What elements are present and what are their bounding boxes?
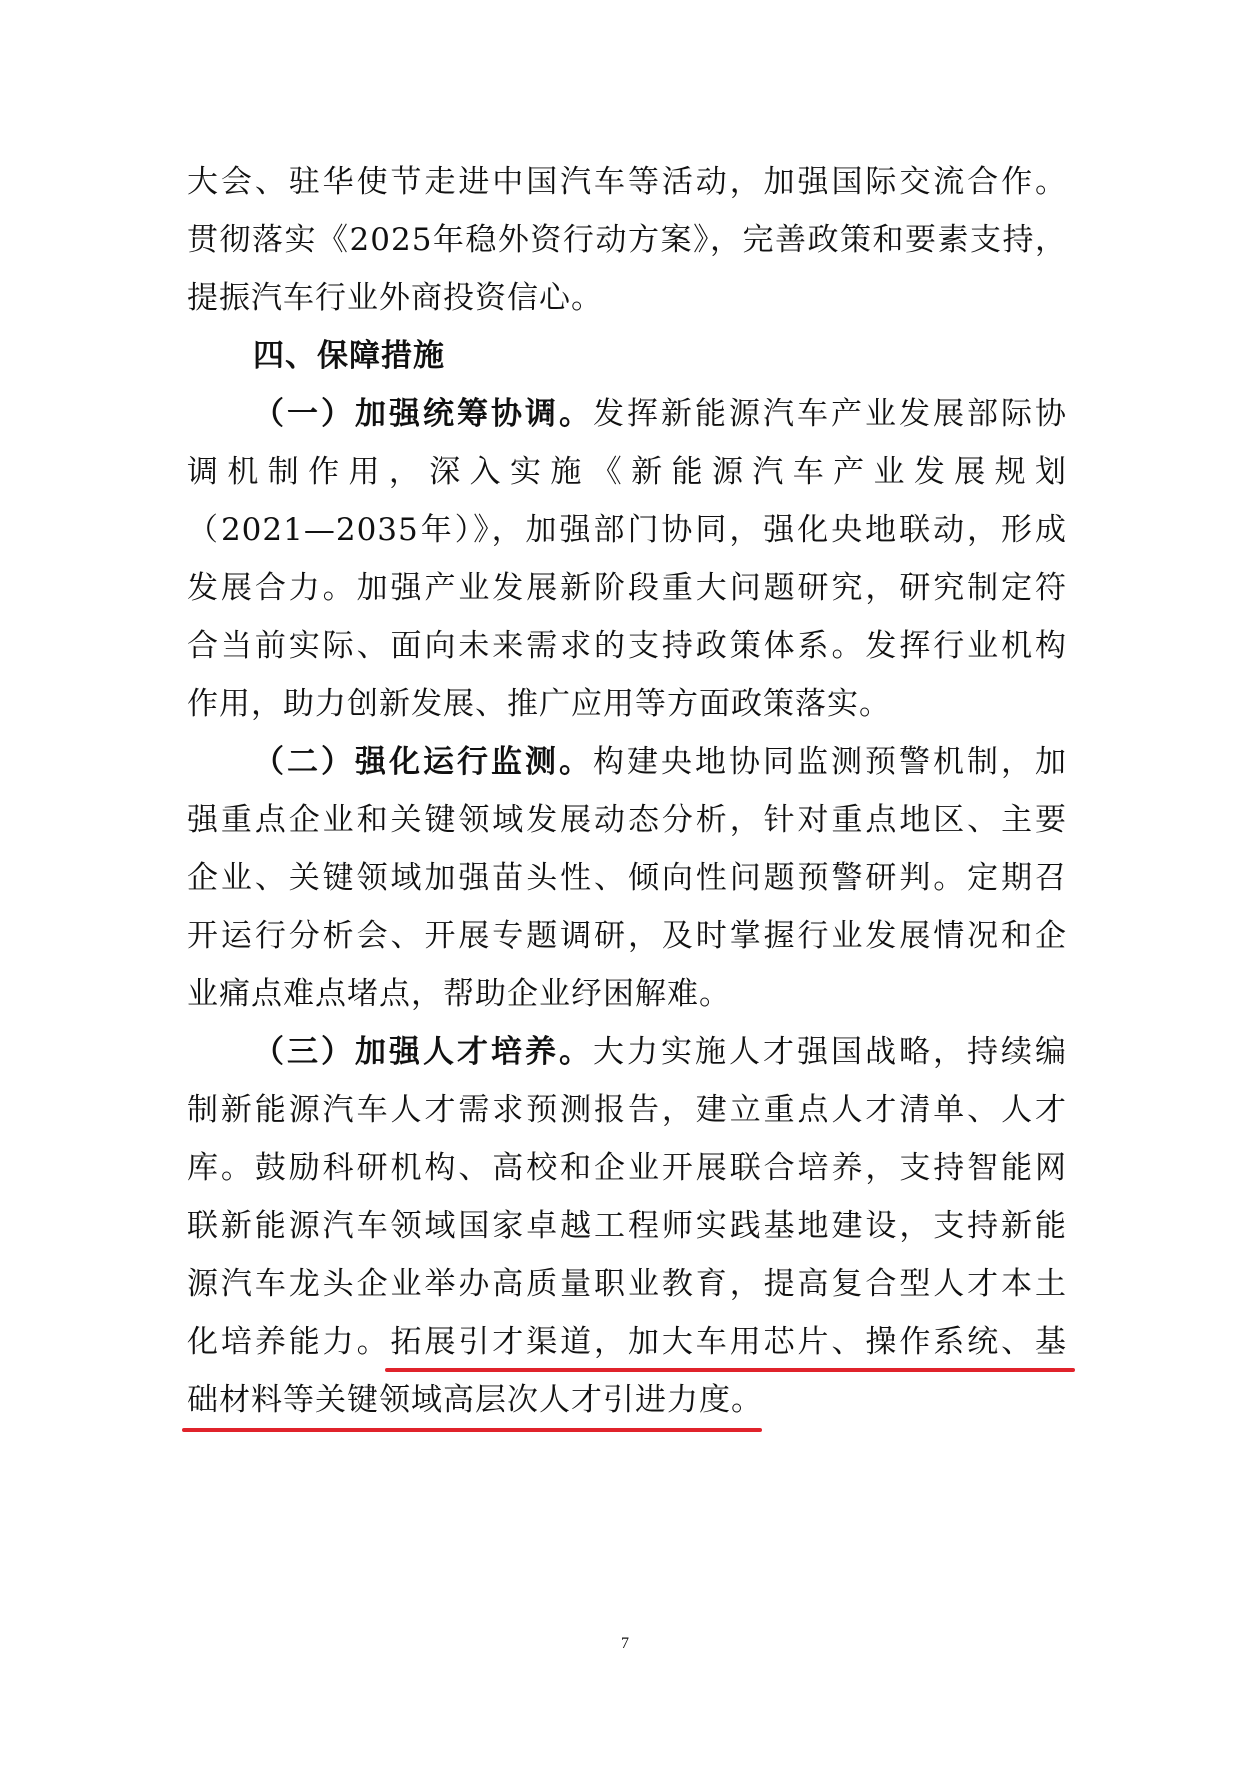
paragraph-text: 构建央地协同监测预警机制，加 <box>593 744 1067 780</box>
paragraph-line: 开运行分析会、开展专题调研，及时掌握行业发展情况和企 <box>187 918 1067 954</box>
paragraph-line: 发展合力。加强产业发展新阶段重大问题研究，研究制定符 <box>187 570 1067 606</box>
paragraph-line: 库。鼓励科研机构、高校和企业开展联合培养，支持智能网 <box>187 1150 1067 1186</box>
paragraph-line: 调机制作用，深入实施《新能源汽车产业发展规划 <box>187 454 1067 490</box>
paragraph-line: 础材料等关键领域高层次人才引进力度。 <box>187 1382 763 1418</box>
highlight-underline <box>385 1368 1075 1372</box>
paragraph-line: 作用，助力创新发展、推广应用等方面政策落实。 <box>187 686 891 722</box>
paragraph-line: 制新能源汽车人才需求预测报告，建立重点人才清单、人才 <box>187 1092 1067 1128</box>
page-number: 7 <box>621 1635 629 1652</box>
section-lead-talent: （三）加强人才培养。 <box>253 1034 593 1070</box>
paragraph-line: 联新能源汽车领域国家卓越工程师实践基地建设，支持新能 <box>187 1208 1067 1244</box>
paragraph-line <box>253 1023 1067 1081</box>
paragraph-line: 大会、驻华使节走进中国汽车等活动，加强国际交流合作。 <box>187 164 1067 200</box>
paragraph-line: 提振汽车行业外商投资信心。 <box>187 280 603 316</box>
paragraph-line: 合当前实际、面向未来需求的支持政策体系。发挥行业机构 <box>187 628 1067 664</box>
section-lead-coordination: （一）加强统筹协调。 <box>253 396 593 432</box>
paragraph-line: 源汽车龙头企业举办高质量职业教育，提高复合型人才本土 <box>187 1266 1067 1302</box>
highlight-underline <box>182 1428 762 1432</box>
paragraph-text: 大力实施人才强国战略，持续编 <box>593 1034 1067 1070</box>
paragraph-line: 化培养能力。拓展引才渠道，加大车用芯片、操作系统、基 <box>187 1324 1067 1360</box>
paragraph-text: 发挥新能源汽车产业发展部际协 <box>593 396 1067 432</box>
paragraph-line: 企业、关键领域加强苗头性、倾向性问题预警研判。定期召 <box>187 860 1067 896</box>
section-lead-monitoring: （二）强化运行监测。 <box>253 744 593 780</box>
section-heading: 四、保障措施 <box>253 338 445 374</box>
paragraph-line <box>253 385 1067 443</box>
paragraph-line: 强重点企业和关键领域发展动态分析，针对重点地区、主要 <box>187 802 1067 838</box>
paragraph-line: 贯彻落实《2025年稳外资行动方案》，完善政策和要素支持， <box>187 222 1067 258</box>
paragraph-line: （2021—2035年）》，加强部门协同，强化央地联动，形成 <box>187 512 1067 548</box>
paragraph-line <box>253 733 1067 791</box>
paragraph-line: 业痛点难点堵点，帮助企业纾困解难。 <box>187 976 731 1012</box>
